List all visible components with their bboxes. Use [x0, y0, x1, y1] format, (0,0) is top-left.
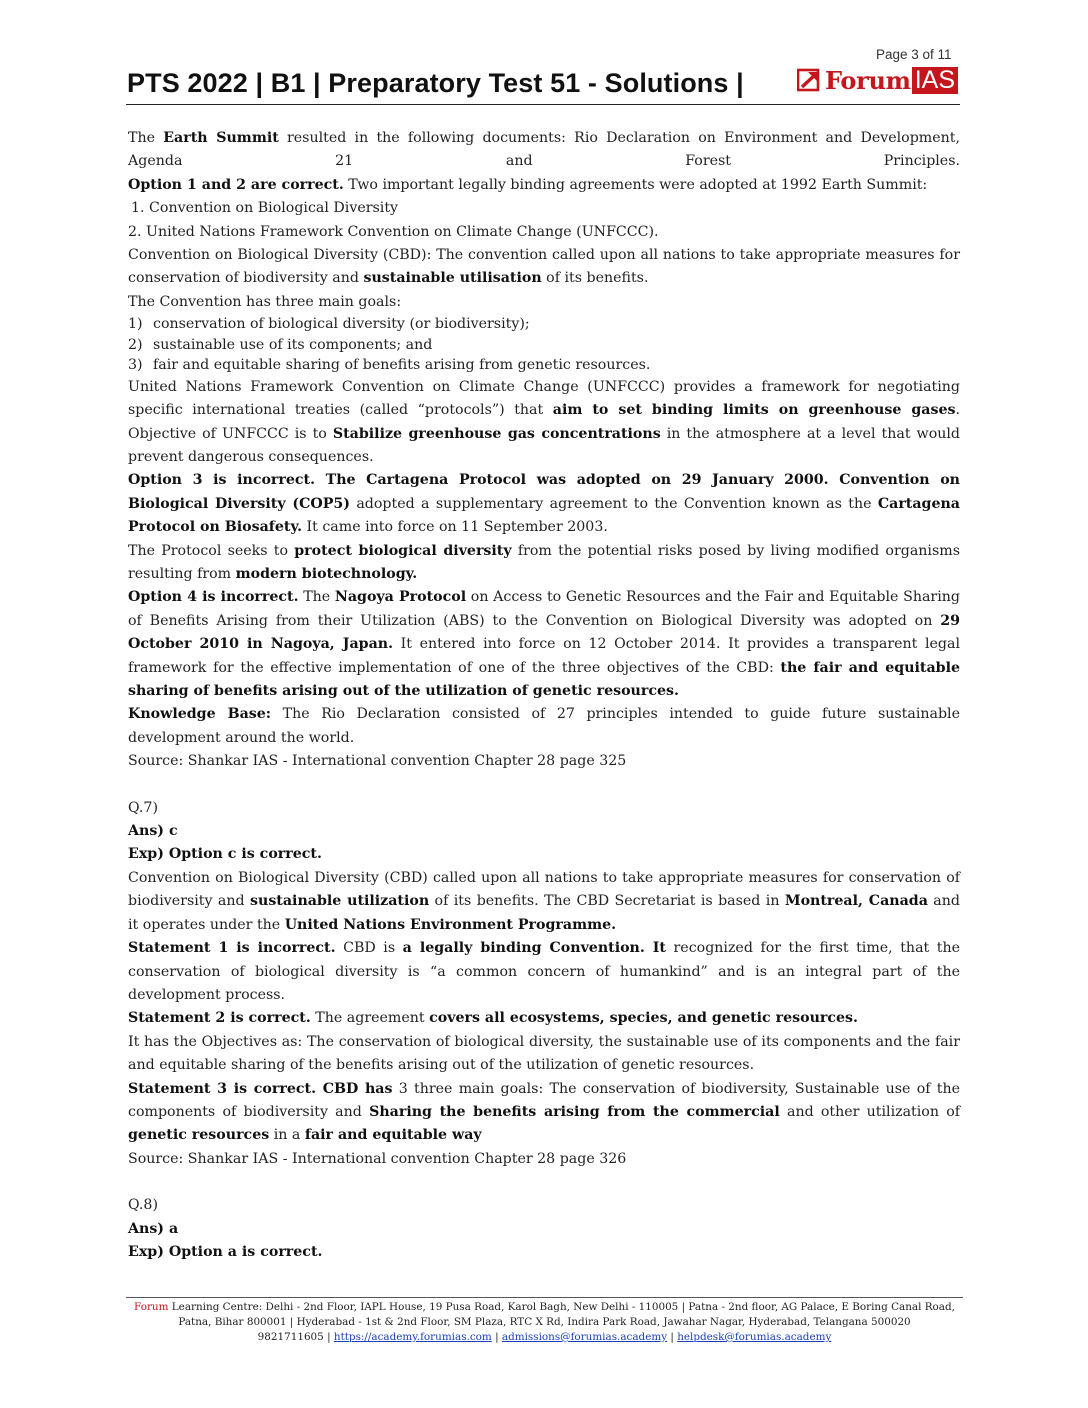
paragraph: Knowledge Base: The Rio Declaration consisted of 27 principles intended to guide future sustainable development around the world.	[128, 706, 960, 746]
footer-address-line: Patna, Bihar 800001 | Hyderabad - 1st & 2nd Floor, SM Plaza, RTC X Rd, Indira Park Road, Jawahar Nagar, Hyderabad, Telangana 500020	[178, 1316, 911, 1328]
document-title: PTS 2022 | B1 | Preparatory Test 51 - Solutions |	[127, 68, 744, 98]
explanation-heading: Exp) Option c is correct.	[128, 846, 322, 863]
question-number: Q.7)	[128, 799, 158, 816]
paragraph: United Nations Framework Convention on Climate Change (UNFCCC) provides a framework for negotiating specific international treaties (called “protocols”) that aim to set binding limits on greenhouse gases. Objective of UNFCCC is to Stabilize greenhouse gas concentrations in the atmosphere at a level that would prevent dangerous consequences.	[128, 378, 960, 465]
paragraph: Statement 3 is correct. CBD has 3 three main goals: The conservation of biodiversity, Sustainable use of the components of biodiversity and Sharing the benefits arising from the commercial and other utilization of genetic resources in a fair and equitable way	[128, 1080, 961, 1144]
page-footer	[126, 1300, 963, 1345]
footer-rule	[126, 1297, 963, 1298]
footer-address-line: Forum Learning Centre: Delhi - 2nd Floor, IAPL House, 19 Pusa Road, Karol Bagh, New Delhi - 110005 | Patna - 2nd floor, AG Palace, E Boring Canal Road,	[134, 1301, 955, 1313]
paragraph: The Protocol seeks to protect biological diversity from the potential risks posed by living modified organisms resulting from modern biotechnology.	[128, 542, 960, 582]
answer-line: Ans) a	[128, 1220, 179, 1237]
admissions-email-link[interactable]: admissions@forumias.academy	[501, 1331, 668, 1343]
paragraph: Convention on Biological Diversity (CBD) called upon all nations to take appropriate measures for conservation of biodiversity and sustainable utilization of its benefits. The CBD Secretariat is based in Montreal, Canada and it operates under the United Nations Environment Programme.	[128, 869, 960, 933]
page-number: Page 3 of 11	[876, 47, 952, 62]
paragraph: The Convention has three main goals:	[128, 293, 402, 310]
forumias-logo	[797, 66, 958, 94]
solution-body	[128, 127, 960, 1264]
answer-line: Ans) c	[128, 823, 178, 840]
header-rule	[126, 104, 960, 105]
logo-ias-text: IAS	[912, 67, 958, 94]
page-header	[126, 64, 960, 106]
paragraph: Option 1 and 2 are correct. Two important legally binding agreements were adopted at 1992 Earth Summit:	[128, 176, 928, 193]
paragraph: Convention on Biological Diversity (CBD): The convention called upon all nations to take appropriate measures for conservation of biodiversity and sustainable utilisation of its benefits.	[128, 247, 960, 287]
question-number: Q.8)	[128, 1197, 158, 1214]
footer-contact-line: 9821711605 | https://academy.forumias.com | admissions@forumias.academy | helpdesk@forumias.academy	[257, 1331, 832, 1343]
list-item: 1) conservation of biological diversity (or biodiversity);	[128, 316, 530, 333]
source-line: Source: Shankar IAS - International convention Chapter 28 page 325	[128, 753, 627, 770]
list-item: 3) fair and equitable sharing of benefits arising from genetic resources.	[128, 357, 651, 374]
academy-link[interactable]: https://academy.forumias.com	[333, 1331, 492, 1343]
paragraph: 1. Convention on Biological Diversity	[131, 200, 399, 217]
list-item: 2) sustainable use of its components; and	[128, 336, 433, 353]
source-line: Source: Shankar IAS - International convention Chapter 28 page 326	[128, 1150, 627, 1167]
footer-brand: Forum	[134, 1301, 169, 1313]
logo-forum-text: Forum	[824, 65, 911, 95]
explanation-heading: Exp) Option a is correct.	[128, 1243, 323, 1260]
paragraph: The Earth Summit resulted in the following documents: Rio Declaration on Environment and Development, Agenda 21 and Forest Principles.	[128, 130, 960, 170]
forumias-arrow-icon	[797, 67, 823, 93]
paragraph: Option 4 is incorrect. The Nagoya Protocol on Access to Genetic Resources and the Fair and Equitable Sharing of Benefits Arising from their Utilization (ABS) to the Convention on Biological Diversity was adopted on 29 October 2010 in Nagoya, Japan. It entered into force on 12 October 2014. It provides a transparent legal framework for the effective implementation of one of the three objectives of the CBD: the fair and equitable sharing of benefits arising out of the utilization of genetic resources.	[128, 589, 960, 700]
paragraph: Statement 2 is correct. The agreement covers all ecosystems, species, and genetic resources.	[128, 1010, 858, 1027]
helpdesk-email-link[interactable]: helpdesk@forumias.academy	[677, 1331, 832, 1343]
paragraph: Option 3 is incorrect. The Cartagena Protocol was adopted on 29 January 2000. Convention on Biological Diversity (COP5) adopted a supplementary agreement to the Convention known as the Cartagena Protocol on Biosafety. It came into force on 11 September 2003.	[128, 472, 960, 536]
paragraph: 2. United Nations Framework Convention on Climate Change (UNFCCC).	[128, 223, 659, 240]
paragraph: Statement 1 is incorrect. CBD is a legally binding Convention. It recognized for the first time, that the conservation of biological diversity is “a common concern of humankind” and is an integral part of the development process.	[128, 940, 961, 1003]
paragraph: It has the Objectives as: The conservation of biological diversity, the sustainable use of its components and the fair and equitable sharing of the benefits arising out of the utilization of genetic resources.	[128, 1033, 960, 1074]
